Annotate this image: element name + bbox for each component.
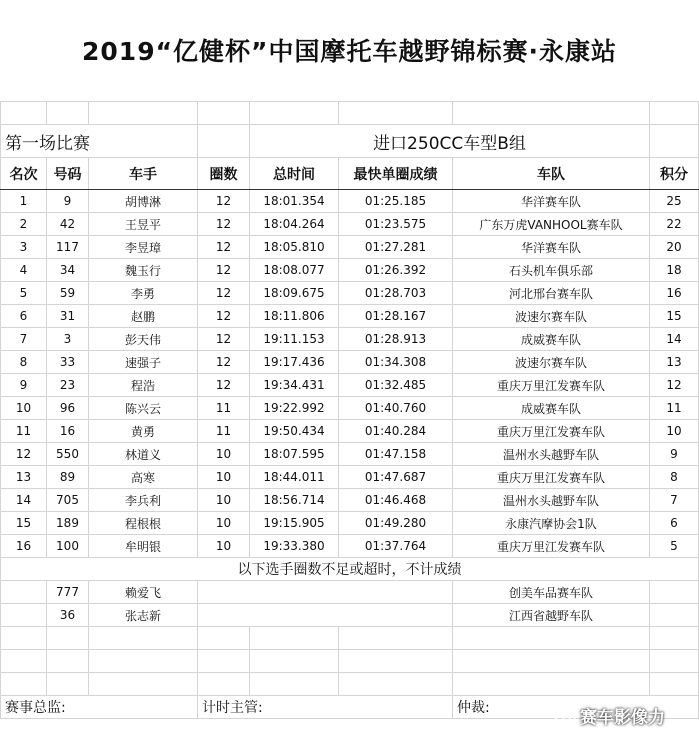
cell-number: 777 [47, 581, 89, 604]
cell-rider: 赖爱飞 [89, 581, 198, 604]
col-header-number: 号码 [47, 158, 89, 190]
cell-number: 9 [47, 190, 89, 213]
empty-cell [198, 627, 250, 650]
col-header-laps: 圈数 [198, 158, 250, 190]
race-info-row [1, 125, 699, 158]
cell-rider: 赵鹏 [89, 305, 198, 328]
cell-rider: 高寒 [89, 466, 198, 489]
timing-signature: 计时主管: [198, 696, 453, 719]
cell-points: 12 [650, 374, 699, 397]
cell-rank: 7 [1, 328, 47, 351]
cell-rider: 陈兴云 [89, 397, 198, 420]
unclassified-note: 以下选手圈数不足或超时，不计成绩 [1, 558, 699, 581]
cell-total-time: 18:07.595 [250, 443, 339, 466]
cell-rank: 2 [1, 213, 47, 236]
result-row [1, 466, 699, 489]
cell-laps: 12 [198, 282, 250, 305]
empty-cell [339, 673, 453, 696]
blank-row [1, 673, 699, 696]
cell-rider: 王昱平 [89, 213, 198, 236]
cell-rank: 4 [1, 259, 47, 282]
empty-cell [250, 650, 339, 673]
director-signature: 赛事总监: [1, 696, 198, 719]
empty-cell [1, 650, 47, 673]
cell-rank: 8 [1, 351, 47, 374]
watermark-text: 赛车影像力 [580, 708, 665, 728]
empty-cell [1, 673, 47, 696]
cell-team: 成威赛车队 [453, 328, 650, 351]
cell-number: 550 [47, 443, 89, 466]
empty-cell [250, 627, 339, 650]
cell-laps: 12 [198, 305, 250, 328]
result-row [1, 535, 699, 558]
cell-total-time: 19:34.431 [250, 374, 339, 397]
cell-total-time: 18:04.264 [250, 213, 339, 236]
col-header-rank: 名次 [1, 158, 47, 190]
result-row [1, 190, 699, 213]
cell-number: 16 [47, 420, 89, 443]
cell-number: 96 [47, 397, 89, 420]
cell-laps: 11 [198, 420, 250, 443]
cell-rank: 6 [1, 305, 47, 328]
empty-cell [1, 627, 47, 650]
cell-laps: 12 [198, 236, 250, 259]
blank-row [1, 102, 699, 125]
cell-rank: 9 [1, 374, 47, 397]
cell-points: 22 [650, 213, 699, 236]
cell-total-time: 18:56.714 [250, 489, 339, 512]
result-row [1, 328, 699, 351]
cell-rank: 5 [1, 282, 47, 305]
cell-team: 波速尔赛车队 [453, 351, 650, 374]
empty-cell [650, 673, 699, 696]
cell-best-lap: 01:28.703 [339, 282, 453, 305]
cell-points: 20 [650, 236, 699, 259]
cell-team: 重庆万里江发赛车队 [453, 466, 650, 489]
cell-best-lap: 01:34.308 [339, 351, 453, 374]
cell-rider: 黄勇 [89, 420, 198, 443]
cell-laps: 11 [198, 397, 250, 420]
cell-team: 华洋赛车队 [453, 190, 650, 213]
cell-rank: 11 [1, 420, 47, 443]
col-header-rider: 车手 [89, 158, 198, 190]
cell-rider: 彭天伟 [89, 328, 198, 351]
cell-number: 117 [47, 236, 89, 259]
result-row [1, 420, 699, 443]
cell-total-time: 19:22.992 [250, 397, 339, 420]
cell-best-lap: 01:49.280 [339, 512, 453, 535]
cell-team: 河北邢台赛车队 [453, 282, 650, 305]
cell-laps: 10 [198, 466, 250, 489]
cell-number: 89 [47, 466, 89, 489]
cell-number: 34 [47, 259, 89, 282]
cell-total-time: 18:09.675 [250, 282, 339, 305]
cell-total-time: 18:08.077 [250, 259, 339, 282]
cell-best-lap: 01:46.468 [339, 489, 453, 512]
cell-best-lap: 01:25.185 [339, 190, 453, 213]
result-row [1, 236, 699, 259]
note-row [1, 558, 699, 581]
cell-team: 温州水头越野车队 [453, 489, 650, 512]
cell-total-time: 18:01.354 [250, 190, 339, 213]
result-row [1, 397, 699, 420]
cell-rider: 李兵利 [89, 489, 198, 512]
cell-team: 广东万虎VANHOOL赛车队 [453, 213, 650, 236]
cell-total-time: 18:44.011 [250, 466, 339, 489]
cell-points [650, 581, 699, 604]
cell-rank: 15 [1, 512, 47, 535]
cell-rider: 胡博淋 [89, 190, 198, 213]
cell-number: 59 [47, 282, 89, 305]
cell-rank: 12 [1, 443, 47, 466]
cell-team: 重庆万里江发赛车队 [453, 374, 650, 397]
cell-points: 15 [650, 305, 699, 328]
cell-number: 42 [47, 213, 89, 236]
result-row [1, 489, 699, 512]
empty-cell [650, 650, 699, 673]
col-header-total-time: 总时间 [250, 158, 339, 190]
cell-rank [1, 581, 47, 604]
cell-rider: 张志新 [89, 604, 198, 627]
col-header-best-lap: 最快单圈成绩 [339, 158, 453, 190]
cell-number: 36 [47, 604, 89, 627]
cell-number: 23 [47, 374, 89, 397]
blank-row [1, 650, 699, 673]
empty-cell [250, 673, 339, 696]
document-title: 2019“亿健杯”中国摩托车越野锦标赛·永康站 [82, 37, 617, 66]
cell-points: 25 [650, 190, 699, 213]
cell-laps: 12 [198, 190, 250, 213]
cell-laps: 10 [198, 535, 250, 558]
cell-number: 189 [47, 512, 89, 535]
header-row [1, 158, 699, 190]
empty-cell [339, 650, 453, 673]
empty-cell [453, 673, 650, 696]
result-row [1, 351, 699, 374]
blank-row [1, 627, 699, 650]
cell-team: 永康汽摩协会1队 [453, 512, 650, 535]
cell-rider: 魏玉行 [89, 259, 198, 282]
empty-cell [89, 673, 198, 696]
cell-number: 33 [47, 351, 89, 374]
cell-points: 8 [650, 466, 699, 489]
cell-team: 江西省越野车队 [453, 604, 650, 627]
cell-rank: 14 [1, 489, 47, 512]
empty-cell [89, 627, 198, 650]
empty-cell [453, 650, 650, 673]
cell-best-lap: 01:40.760 [339, 397, 453, 420]
cell-laps: 12 [198, 374, 250, 397]
result-row [1, 512, 699, 535]
cell-laps: 12 [198, 351, 250, 374]
wechat-icon [555, 710, 577, 726]
cell-best-lap: 01:26.392 [339, 259, 453, 282]
cell-team: 华洋赛车队 [453, 236, 650, 259]
cell-team: 重庆万里江发赛车队 [453, 535, 650, 558]
empty-cell [47, 673, 89, 696]
cell-best-lap: 01:28.913 [339, 328, 453, 351]
cell-number: 3 [47, 328, 89, 351]
race-class: 进口250CC车型B组 [250, 125, 650, 158]
cell-rank [1, 604, 47, 627]
empty-cell [650, 627, 699, 650]
empty-cell [453, 627, 650, 650]
cell-points: 5 [650, 535, 699, 558]
result-row [1, 374, 699, 397]
cell-rank: 1 [1, 190, 47, 213]
cell-number: 100 [47, 535, 89, 558]
cell-laps: 10 [198, 512, 250, 535]
cell-total-time: 19:11.153 [250, 328, 339, 351]
cell-laps: 10 [198, 443, 250, 466]
unclassified-row [1, 604, 699, 627]
cell-best-lap: 01:28.167 [339, 305, 453, 328]
cell-best-lap: 01:37.764 [339, 535, 453, 558]
cell-best-lap: 01:23.575 [339, 213, 453, 236]
heat-label: 第一场比赛 [1, 125, 198, 158]
cell-rider: 牟明银 [89, 535, 198, 558]
cell-total-time: 19:50.434 [250, 420, 339, 443]
cell-blank [198, 581, 453, 604]
cell-number: 705 [47, 489, 89, 512]
empty-cell [47, 627, 89, 650]
empty-cell [198, 650, 250, 673]
cell-best-lap: 01:27.281 [339, 236, 453, 259]
cell-laps: 12 [198, 259, 250, 282]
cell-best-lap: 01:47.158 [339, 443, 453, 466]
cell-points: 10 [650, 420, 699, 443]
cell-best-lap: 01:40.284 [339, 420, 453, 443]
cell-rank: 3 [1, 236, 47, 259]
cell-rider: 程根根 [89, 512, 198, 535]
cell-total-time: 19:15.905 [250, 512, 339, 535]
cell-rider: 李昱璋 [89, 236, 198, 259]
cell-laps: 12 [198, 213, 250, 236]
cell-team: 波速尔赛车队 [453, 305, 650, 328]
cell-rider: 李勇 [89, 282, 198, 305]
cell-points: 18 [650, 259, 699, 282]
empty-cell [198, 673, 250, 696]
cell-best-lap: 01:32.485 [339, 374, 453, 397]
cell-points [650, 604, 699, 627]
unclassified-row [1, 581, 699, 604]
cell-rank: 10 [1, 397, 47, 420]
cell-team: 重庆万里江发赛车队 [453, 420, 650, 443]
cell-total-time: 19:33.380 [250, 535, 339, 558]
empty-cell [339, 627, 453, 650]
cell-points: 7 [650, 489, 699, 512]
cell-team: 石头机车俱乐部 [453, 259, 650, 282]
cell-points: 6 [650, 512, 699, 535]
cell-total-time: 18:05.810 [250, 236, 339, 259]
cell-rider: 速强子 [89, 351, 198, 374]
results-table [0, 101, 699, 719]
watermark [555, 703, 665, 728]
cell-rank: 16 [1, 535, 47, 558]
result-row [1, 259, 699, 282]
result-row [1, 213, 699, 236]
result-row [1, 443, 699, 466]
cell-rank: 13 [1, 466, 47, 489]
cell-rider: 林道义 [89, 443, 198, 466]
cell-total-time: 18:11.806 [250, 305, 339, 328]
cell-rider: 程浩 [89, 374, 198, 397]
result-row [1, 305, 699, 328]
cell-laps: 12 [198, 328, 250, 351]
cell-points: 11 [650, 397, 699, 420]
cell-points: 16 [650, 282, 699, 305]
cell-team: 创美车品赛车队 [453, 581, 650, 604]
cell-total-time: 19:17.436 [250, 351, 339, 374]
cell-best-lap: 01:47.687 [339, 466, 453, 489]
cell-blank [198, 604, 453, 627]
cell-points: 14 [650, 328, 699, 351]
result-row [1, 282, 699, 305]
col-header-team: 车队 [453, 158, 650, 190]
cell-laps: 10 [198, 489, 250, 512]
cell-team: 成威赛车队 [453, 397, 650, 420]
cell-points: 9 [650, 443, 699, 466]
cell-number: 31 [47, 305, 89, 328]
cell-team: 温州水头越野车队 [453, 443, 650, 466]
jury-signature: 仲裁: [453, 696, 699, 719]
empty-cell [89, 650, 198, 673]
cell-points: 13 [650, 351, 699, 374]
empty-cell [47, 650, 89, 673]
col-header-points: 积分 [650, 158, 699, 190]
